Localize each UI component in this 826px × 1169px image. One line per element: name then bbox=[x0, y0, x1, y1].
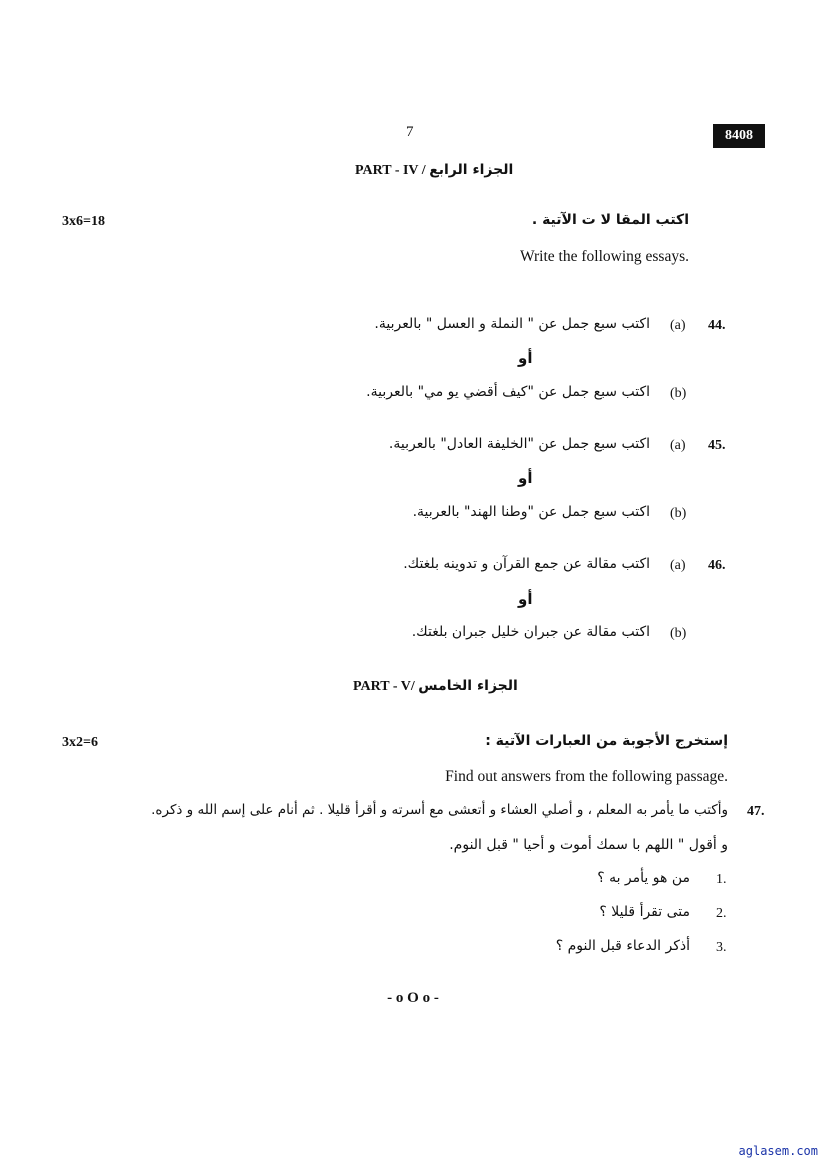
part5-instruction-ar: إستخرج الأجوبة من العبارات الآتية : bbox=[485, 733, 728, 749]
or-separator: أو bbox=[518, 349, 533, 367]
part4-title-en: PART - IV / bbox=[355, 163, 426, 178]
question-number: 44. bbox=[708, 318, 726, 333]
subquestion-number: 1. bbox=[716, 872, 727, 887]
part5-title-ar: الجزاء الخامس bbox=[418, 678, 518, 694]
subquestion-text: متى تقرأ قليلا ؟ bbox=[599, 904, 690, 920]
question-number: 45. bbox=[708, 438, 726, 453]
subquestion-text: أذكر الدعاء قبل النوم ؟ bbox=[555, 938, 690, 954]
question-number: 47. bbox=[747, 804, 765, 819]
option-a-text: اكتب سبع جمل عن "الخليفة العادل" بالعربية. bbox=[388, 436, 650, 452]
option-b-label: (b) bbox=[670, 626, 687, 641]
part4-title-ar: الجزاء الرابع bbox=[429, 162, 514, 178]
part4-marks: 3x6=18 bbox=[62, 214, 105, 229]
part5-instruction-en: Find out answers from the following passage. bbox=[445, 768, 728, 785]
option-a-text: اكتب مقالة عن جمع القرآن و تدوينه بلغتك. bbox=[403, 556, 650, 572]
question-number: 46. bbox=[708, 558, 726, 573]
subquestion-number: 3. bbox=[716, 940, 727, 955]
part5-title-en: PART - V/ bbox=[353, 679, 415, 694]
option-a-label: (a) bbox=[670, 318, 686, 333]
site-watermark: aglasem.com bbox=[738, 1144, 818, 1158]
part4-instruction-ar: اكتب المقا لا ت الآتية . bbox=[531, 212, 689, 228]
option-a-label: (a) bbox=[670, 438, 686, 453]
paper-code-badge: 8408 bbox=[713, 124, 765, 148]
option-b-label: (b) bbox=[670, 506, 687, 521]
option-b-text: اكتب سبع جمل عن "كيف أقضي يو مي" بالعربية. bbox=[366, 384, 650, 400]
part5-title bbox=[353, 678, 518, 695]
option-b-text: اكتب مقالة عن جبران خليل جبران بلغتك. bbox=[411, 624, 650, 640]
option-a-text: اكتب سبع جمل عن " النملة و العسل " بالعربية. bbox=[374, 316, 650, 332]
part4-title bbox=[355, 162, 513, 179]
page-number: 7 bbox=[406, 124, 414, 140]
part5-marks: 3x2=6 bbox=[62, 735, 98, 750]
end-of-paper-mark: - o O o - bbox=[387, 990, 439, 1006]
subquestion-number: 2. bbox=[716, 906, 727, 921]
subquestion-text: من هو يأمر به ؟ bbox=[597, 870, 690, 886]
passage-line: وأكتب ما يأمر به المعلم ، و أصلي العشاء و أتعشى مع أسرته و أقرأ قليلا . ثم أنام على إسم الله و ذكره. bbox=[151, 802, 728, 818]
option-b-label: (b) bbox=[670, 386, 687, 401]
part4-instruction-en: Write the following essays. bbox=[520, 248, 689, 265]
option-a-label: (a) bbox=[670, 558, 686, 573]
or-separator: أو bbox=[518, 469, 533, 487]
or-separator: أو bbox=[518, 590, 533, 608]
passage-line: و أقول " اللهم با سمك أموت و أحيا " قبل النوم. bbox=[449, 837, 728, 853]
option-b-text: اكتب سبع جمل عن "وطنا الهند" بالعربية. bbox=[412, 504, 650, 520]
